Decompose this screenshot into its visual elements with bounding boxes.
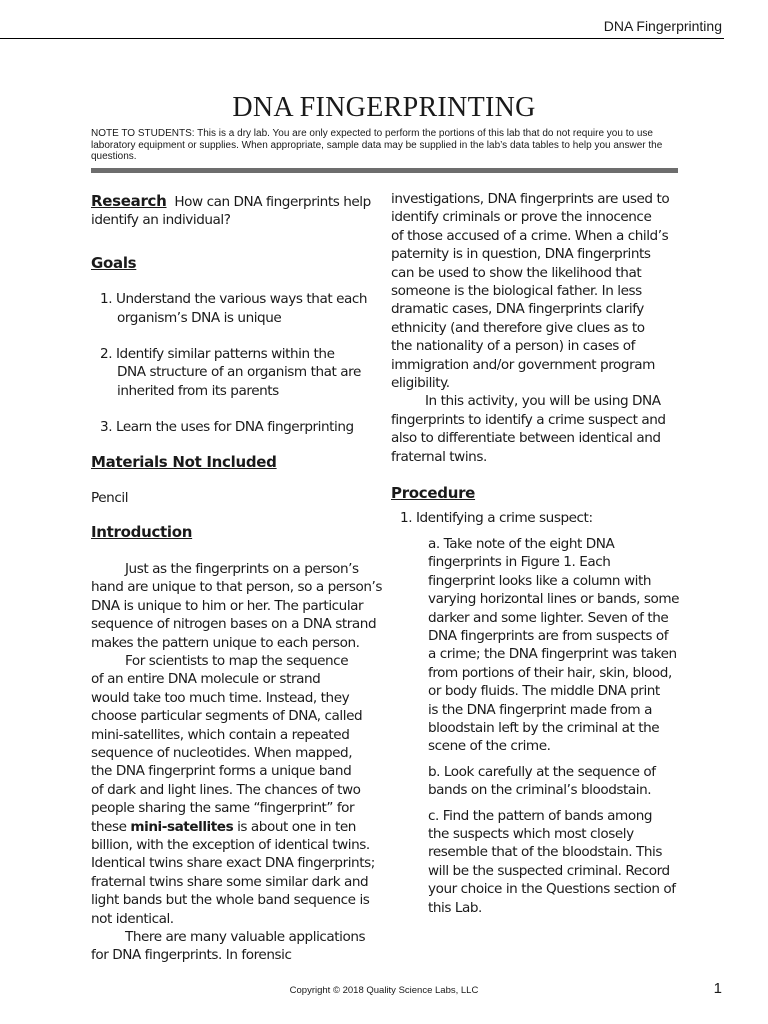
research-question-2: identify an individual? bbox=[91, 212, 231, 229]
intro-line: sequence of nitrogen bases on a DNA strand bbox=[91, 616, 377, 633]
page-title: DNA FINGERPRINTING bbox=[232, 92, 536, 123]
intro-line: mini-satellites, which contain a repeated bbox=[91, 726, 350, 743]
substep-line: resemble that of the bloodstain. This bbox=[428, 844, 662, 861]
title-divider bbox=[91, 168, 678, 173]
goal-text: Understand the various ways that each bbox=[115, 291, 368, 308]
body-line: also to differentiate between identical and bbox=[391, 430, 661, 447]
note-to-students: NOTE TO STUDENTS: This is a dry lab. You are only expected to perform the portions of this lab that do not require you to use laboratory equipment or supplies. When appropriate, sample data may be supplied in the lab’s data tables to help you answer the questions. bbox=[91, 128, 663, 163]
intro-line: There are many valuable applications bbox=[125, 929, 366, 945]
goal-text: organism’s DNA is unique bbox=[117, 309, 282, 326]
substep-line: scene of the crime. bbox=[428, 738, 551, 755]
left-column bbox=[91, 190, 383, 965]
research-heading: Research bbox=[91, 192, 167, 210]
goal-item bbox=[100, 418, 375, 436]
intro-line bbox=[91, 818, 375, 836]
substep-line: a. Take note of the eight DNA bbox=[428, 535, 615, 552]
intro-line: would take too much time. Instead, they bbox=[91, 689, 350, 706]
intro-line: hand are unique to that person, so a person’s bbox=[91, 579, 383, 596]
procedure-heading: Procedure bbox=[391, 484, 476, 503]
procedure-substep-c bbox=[391, 807, 678, 917]
right-column bbox=[391, 190, 678, 917]
substep-line: varying horizontal lines or bands, some bbox=[428, 591, 680, 608]
page-number: 1 bbox=[713, 980, 722, 997]
substep-line: is the DNA fingerprint made from a bbox=[428, 701, 652, 718]
procedure-step-1: 1. Identifying a crime suspect: bbox=[400, 509, 593, 526]
intro-line: DNA is unique to him or her. The particular bbox=[91, 597, 364, 614]
substep-line: the suspects which most closely bbox=[428, 826, 634, 842]
substep-line: b. Look carefully at the sequence of bbox=[428, 763, 656, 780]
intro-line: fraternal twins share some similar dark and bbox=[91, 873, 369, 890]
substep-line: from portions of their hair, skin, blood, bbox=[428, 664, 672, 681]
substep-line: fingerprint looks like a column with bbox=[428, 572, 651, 589]
substep-line: bloodstain left by the criminal at the bbox=[428, 719, 660, 736]
research-question-1: How can DNA fingerprints help bbox=[174, 194, 371, 210]
intro-text: is about one in ten bbox=[233, 818, 356, 835]
intro-line: makes the pattern unique to each person. bbox=[91, 634, 360, 651]
goal-number: 1. bbox=[100, 291, 113, 308]
body-line: ethnicity (and therefore give clues as to bbox=[391, 319, 645, 336]
body-line: fraternal twins. bbox=[391, 448, 487, 465]
intro-line: of dark and light lines. The chances of two bbox=[91, 781, 361, 798]
substep-line: this Lab. bbox=[428, 899, 482, 916]
substep-line: fingerprints in Figure 1. Each bbox=[428, 554, 611, 571]
goals-heading: Goals bbox=[91, 253, 137, 272]
body-line: can be used to show the likelihood that bbox=[391, 264, 642, 281]
goal-text: Learn the uses for DNA fingerprinting bbox=[115, 419, 354, 436]
body-line: fingerprints to identify a crime suspect and bbox=[391, 411, 666, 428]
body-line: of those accused of a crime. When a child’s bbox=[391, 227, 669, 244]
copyright-footer: Copyright © 2018 Quality Science Labs, LLC bbox=[289, 985, 479, 996]
running-header: DNA Fingerprinting bbox=[603, 18, 722, 34]
goal-item bbox=[100, 345, 375, 400]
procedure-substep-a bbox=[391, 535, 678, 756]
goal-number: 2. bbox=[100, 346, 113, 363]
goal-text: DNA structure of an organism that are bbox=[117, 364, 361, 381]
intro-line: For scientists to map the sequence bbox=[125, 652, 349, 669]
intro-line: people sharing the same “fingerprint” for bbox=[91, 800, 355, 817]
materials-item: Pencil bbox=[91, 490, 129, 507]
body-line: immigration and/or government program bbox=[391, 356, 655, 373]
intro-line: light bands but the whole band sequence is bbox=[91, 892, 370, 909]
header-rule bbox=[0, 38, 724, 39]
substep-line: bands on the criminal’s bloodstain. bbox=[428, 782, 652, 799]
goals-list bbox=[100, 290, 375, 436]
substep-line: your choice in the Questions section of bbox=[428, 881, 676, 898]
intro-text: these bbox=[91, 818, 131, 835]
procedure-substep-b bbox=[391, 763, 678, 800]
intro-line: for DNA fingerprints. In forensic bbox=[91, 947, 292, 964]
intro-line: sequence of nucleotides. When mapped, bbox=[91, 744, 353, 761]
research-line-1 bbox=[91, 192, 375, 211]
introduction-heading: Introduction bbox=[91, 523, 193, 542]
goal-text: inherited from its parents bbox=[117, 382, 279, 399]
goal-text: Identify similar patterns within the bbox=[115, 346, 335, 363]
substep-line: or body fluids. The middle DNA print bbox=[428, 683, 660, 700]
substep-line: DNA fingerprints are from suspects of bbox=[428, 627, 669, 644]
intro-line: billion, with the exception of identical twins. bbox=[91, 836, 370, 853]
mini-satellites-term: mini-satellites bbox=[130, 818, 234, 835]
body-line: identify criminals or prove the innocence bbox=[391, 209, 652, 226]
body-line: the nationality of a person) in cases of bbox=[391, 338, 635, 355]
intro-line: the DNA fingerprint forms a unique band bbox=[91, 763, 352, 780]
intro-line: not identical. bbox=[91, 910, 174, 927]
goal-item bbox=[100, 290, 375, 327]
materials-heading: Materials Not Included bbox=[91, 452, 277, 471]
intro-line: of an entire DNA molecule or strand bbox=[91, 671, 321, 688]
substep-line: darker and some lighter. Seven of the bbox=[428, 609, 669, 626]
substep-line: will be the suspected criminal. Record bbox=[428, 862, 670, 879]
body-line: paternity is in question, DNA fingerprints bbox=[391, 246, 651, 263]
body-line: In this activity, you will be using DNA bbox=[425, 393, 661, 410]
body-line: eligibility. bbox=[391, 375, 450, 392]
intro-line: Just as the fingerprints on a person’s bbox=[125, 560, 359, 577]
body-line: investigations, DNA fingerprints are used to bbox=[391, 191, 670, 207]
goal-number: 3. bbox=[100, 419, 113, 436]
body-line: dramatic cases, DNA fingerprints clarify bbox=[391, 301, 644, 318]
body-line: someone is the biological father. In less bbox=[391, 283, 642, 300]
substep-line: c. Find the pattern of bands among bbox=[428, 807, 653, 824]
intro-line: Identical twins share exact DNA fingerprints; bbox=[91, 855, 375, 872]
substep-line: a crime; the DNA fingerprint was taken bbox=[428, 646, 677, 663]
intro-line: choose particular segments of DNA, called bbox=[91, 708, 363, 725]
introduction-body bbox=[91, 560, 383, 965]
